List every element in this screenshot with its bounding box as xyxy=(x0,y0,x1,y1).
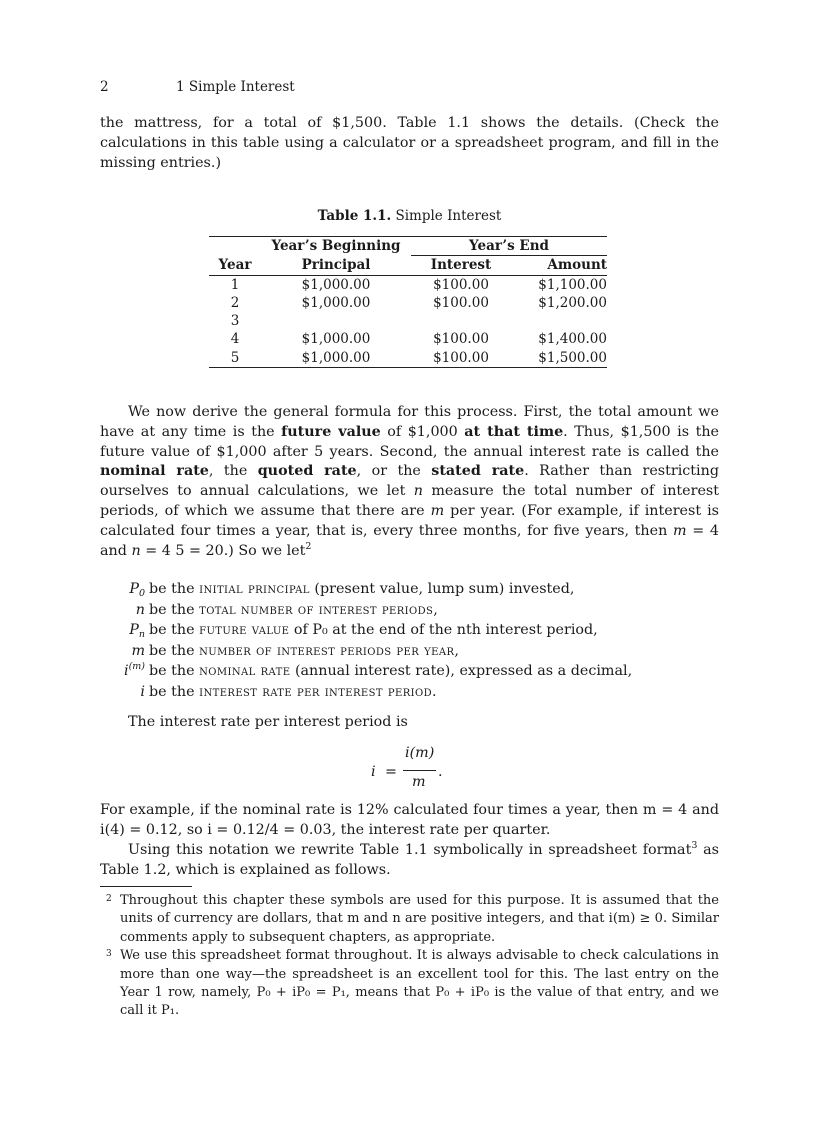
text-run: Using this notation we rewrite Table 1.1 symbolically in spreadsheet format xyxy=(128,842,692,858)
term-future-value: future value xyxy=(281,423,381,440)
cell-interest: $100.00 xyxy=(411,275,511,294)
cell-principal: $1,000.00 xyxy=(261,275,411,294)
text-run: = 4 and xyxy=(100,522,719,559)
table-row xyxy=(209,294,607,312)
text-run: be the xyxy=(149,581,200,597)
symbol-subscript: 0 xyxy=(138,588,145,599)
term-stated-rate: stated rate xyxy=(431,463,525,480)
symbol-text: i xyxy=(140,683,145,700)
cell-amount xyxy=(511,312,607,330)
group-header-end: Year’s End xyxy=(411,237,607,256)
def-symbol xyxy=(100,661,149,682)
symbol-text: n xyxy=(135,601,145,618)
column-header-amount: Amount xyxy=(547,257,607,274)
math-n: n xyxy=(131,542,141,559)
simple-interest-table xyxy=(209,236,607,368)
paragraph-example: For example, if the nominal rate is 12% calculated four times a year, then m = 4 and i(4) = 0.12, so i = 0.12/4 = 0.03, the interest rate per quarter. xyxy=(100,802,719,838)
def-symbol xyxy=(100,600,149,621)
text-run: be the xyxy=(149,622,200,638)
table-caption-title: Simple Interest xyxy=(395,208,502,224)
cell-amount: $1,200.00 xyxy=(538,294,607,311)
cell-year: 2 xyxy=(230,294,240,311)
column-header-principal: Principal xyxy=(301,257,371,274)
footnote-3 xyxy=(100,947,719,1021)
symbol-definitions xyxy=(100,579,740,702)
text-run: . xyxy=(432,683,437,700)
def-term: future value xyxy=(199,622,290,638)
cell-principal xyxy=(261,312,411,330)
chapter-title: 1 Simple Interest xyxy=(176,79,295,95)
definition-row xyxy=(100,620,740,641)
cell-interest: $100.00 xyxy=(433,294,489,311)
column-header-year: Year xyxy=(218,257,252,274)
footnote-2 xyxy=(100,892,719,947)
column-header-interest: Interest xyxy=(430,257,492,274)
table-row xyxy=(209,349,607,368)
cell-amount: $1,100.00 xyxy=(511,275,607,294)
symbol-subscript: n xyxy=(138,629,145,640)
cell-amount: $1,400.00 xyxy=(538,331,607,348)
symbol-text: m xyxy=(131,642,145,659)
group-header-beginning: Year’s Beginning xyxy=(261,237,411,256)
rate-equation xyxy=(365,743,485,799)
footnote-text: Throughout this chapter these symbols are used for this purpose. It is assumed that the units of currency are dollars, that m and n are positive integers, and that i(m) ≥ 0. Similar comments apply to subsequent chapters, as appropriate. xyxy=(120,893,719,945)
equation-lhs: i xyxy=(371,764,376,780)
cell-interest: $100.00 xyxy=(433,331,489,348)
page-number: 2 xyxy=(100,79,109,95)
definition-row xyxy=(100,579,740,600)
symbol-text: P xyxy=(129,622,139,638)
cell-year: 5 xyxy=(209,349,261,368)
cell-interest xyxy=(411,312,511,330)
fraction-bar xyxy=(403,770,436,771)
text-run: be the xyxy=(149,642,200,659)
paragraph-rate-per-period: The interest rate per interest period is xyxy=(128,714,408,730)
equation-denominator: m xyxy=(412,774,426,790)
cell-principal: $1,000.00 xyxy=(301,294,371,311)
paragraph-general-formula xyxy=(100,403,719,561)
definition-row xyxy=(100,600,740,621)
symbol-superscript: (m) xyxy=(128,661,145,672)
text-run: (annual interest rate), expressed as a decimal, xyxy=(290,663,633,679)
def-symbol xyxy=(100,641,149,662)
symbol-text: P xyxy=(129,581,139,597)
cell-year: 4 xyxy=(230,331,240,348)
def-term: interest rate per interest period xyxy=(199,683,432,700)
cell-principal: $1,000.00 xyxy=(301,331,371,348)
cell-year: 1 xyxy=(209,275,261,294)
equation-period: . xyxy=(438,764,443,780)
math-m: m xyxy=(430,502,445,519)
paragraph-mattress: the mattress, for a total of $1,500. Table 1.1 shows the details. (Check the calculations in this table using a calculator or a spreadsheet program, and fill in the missing entries.) xyxy=(100,115,719,171)
text-run: of $1,000 xyxy=(380,423,465,440)
footnote-ref-2[interactable]: 2 xyxy=(305,540,312,552)
text-run: , the xyxy=(208,463,258,480)
text-run: . Thus, $1,500 is the future value of $1,000 after 5 years. Second, the annual interest rate is called the xyxy=(100,423,719,460)
paragraph-notation xyxy=(100,841,719,881)
term-at-that-time: at that time xyxy=(464,423,564,440)
table-row xyxy=(209,312,607,330)
text-run: , xyxy=(433,601,438,618)
equation-numerator: i(m) xyxy=(405,745,435,761)
text-run: . Rather than restricting ourselves to annual calculations, we let xyxy=(100,463,719,500)
footnote-rule xyxy=(100,886,192,887)
text-run: per year. (For example, if interest is calculated four times a year, that is, every three months, for five years, then xyxy=(100,502,719,539)
def-term: total number of interest periods xyxy=(199,601,434,618)
def-term: nominal rate xyxy=(199,663,291,679)
table-caption xyxy=(100,208,719,224)
cell-year: 3 xyxy=(230,313,240,330)
math-n: n xyxy=(413,483,423,500)
footnote-mark: 3 xyxy=(106,949,112,960)
text-run: measure the total number of interest periods, of which we assume that there are xyxy=(100,483,719,519)
def-symbol xyxy=(100,682,149,703)
table-header-blank xyxy=(209,237,261,256)
equation-equals: = xyxy=(385,764,397,780)
text-run: of P₀ at the end of the nth interest period, xyxy=(289,622,598,638)
text-run: (present value, lump sum) invested, xyxy=(309,581,575,597)
footnote-ref-3[interactable]: 3 xyxy=(691,840,698,851)
footnote-text: We use this spreadsheet format throughout. It is always advisable to check calculations in more than one way—the spreadsheet is an excellent tool for this. The last entry on the Year 1 row, namely, P₀ + iP₀ = P₁, means that P₀ + iP₀ is the value of that entry, and we call it P₁. xyxy=(120,948,719,1019)
definition-row xyxy=(100,641,740,662)
footnote-mark: 2 xyxy=(106,894,112,904)
definition-row xyxy=(100,661,740,682)
text-run: , or the xyxy=(356,463,432,480)
text-run: be the xyxy=(149,683,200,700)
symbol-text: i xyxy=(124,663,129,679)
table-caption-label: Table 1.1. xyxy=(317,208,392,224)
def-term: number of interest periods per year xyxy=(199,642,455,659)
table-row xyxy=(209,275,607,294)
text-run: as Table 1.2, which is explained as follows. xyxy=(100,842,720,878)
footnotes xyxy=(100,892,719,1021)
running-head xyxy=(100,79,295,95)
def-term: initial principal xyxy=(199,581,310,597)
text-run: be the xyxy=(149,601,200,618)
definition-row xyxy=(100,682,740,703)
def-symbol xyxy=(100,620,149,641)
table-row xyxy=(209,330,607,348)
term-quoted-rate: quoted rate xyxy=(257,463,357,480)
cell-interest: $100.00 xyxy=(411,349,511,368)
cell-amount: $1,500.00 xyxy=(511,349,607,368)
term-nominal-rate: nominal rate xyxy=(100,463,209,480)
def-symbol xyxy=(100,579,149,600)
text-run: , xyxy=(454,642,459,659)
text-run: = 4 5 = 20.) So we let xyxy=(140,542,306,559)
text-run: be the xyxy=(149,663,200,679)
cell-principal: $1,000.00 xyxy=(261,349,411,368)
math-m: m xyxy=(672,522,687,539)
text-run: We now derive the general formula for this process. First, the total amount we have at any time is the xyxy=(100,404,719,440)
